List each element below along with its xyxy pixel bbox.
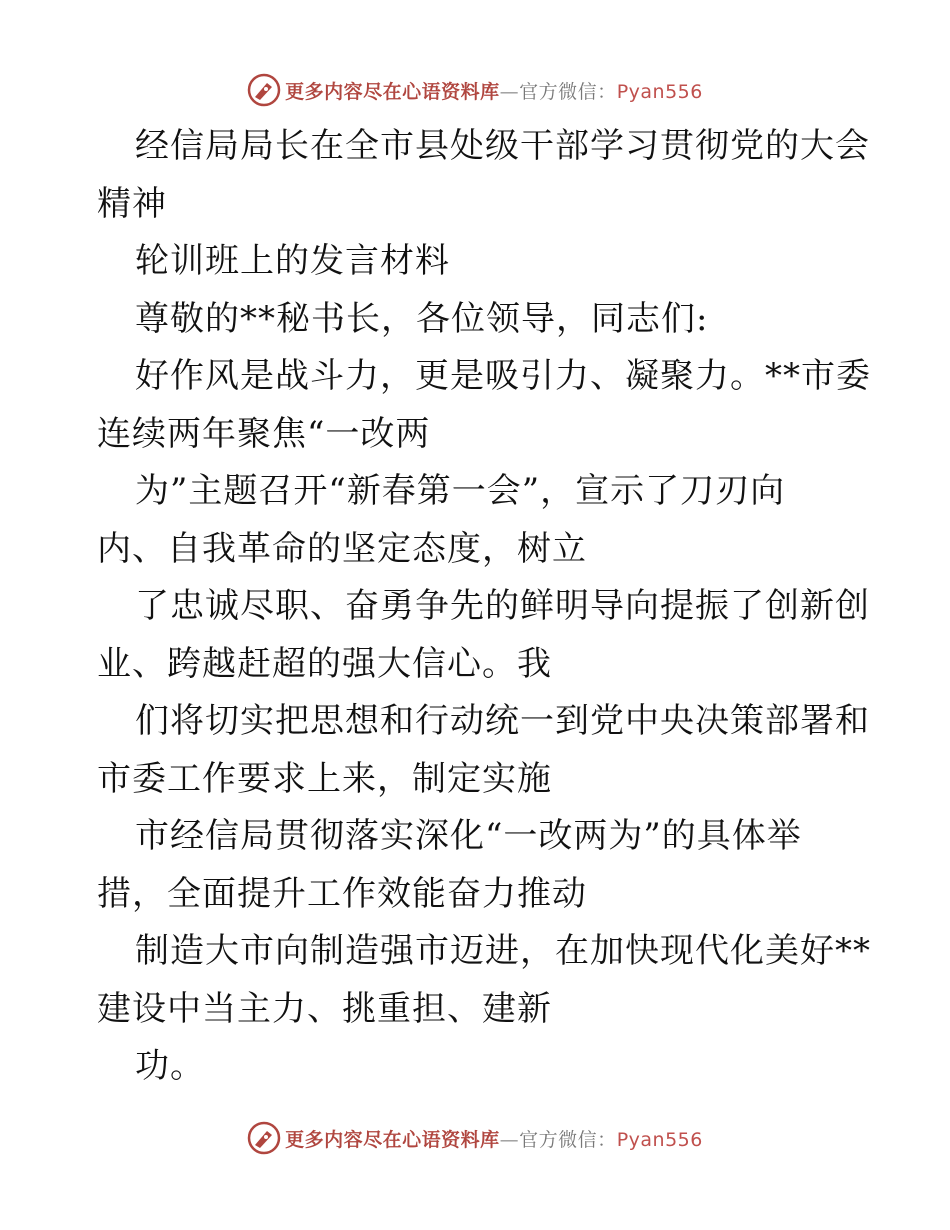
text-line: 内、自我革命的坚定态度，树立 (97, 528, 587, 569)
text-line: 为”主题召开“新春第一会”，宣示了刀刃向 (135, 471, 786, 511)
text-line: 了忠诚尽职、奋勇争先的鲜明导向提振了创新创 (135, 586, 870, 626)
pen-nib-logo-icon (247, 1121, 281, 1155)
document-body (97, 118, 871, 1096)
pen-nib-logo-icon (247, 73, 281, 107)
footer-banner (0, 1120, 950, 1156)
text-line: 市经信局贯彻落实深化“一改两为”的具体举 (135, 816, 802, 856)
text-line: 好作风是战斗力，更是吸引力、凝聚力。**市委 (135, 356, 871, 396)
text-line: 制造大市向制造强市迈进，在加快现代化美好** (135, 931, 871, 971)
text-line: 市委工作要求上来，制定实施 (97, 758, 552, 799)
banner-text: 更多内容尽在心语资料库—官方微信：Pyan556 (285, 1128, 703, 1151)
banner-text: 更多内容尽在心语资料库—官方微信：Pyan556 (285, 80, 703, 103)
text-line: 精神 (97, 183, 167, 224)
text-line: 连续两年聚焦“一改两 (97, 413, 431, 454)
text-line: 措，全面提升工作效能奋力推动 (97, 873, 587, 914)
header-banner (0, 72, 950, 108)
text-line: 尊敬的**秘书长，各位领导，同志们: (135, 298, 709, 339)
text-line: 们将切实把思想和行动统一到党中央决策部署和 (135, 701, 870, 741)
text-line: 功。 (135, 1046, 205, 1086)
text-line: 经信局局长在全市县处级干部学习贯彻党的大会 (135, 126, 870, 166)
text-line: 业、跨越赶超的强大信心。我 (97, 643, 552, 684)
text-line: 建设中当主力、挑重担、建新 (97, 988, 552, 1029)
text-line: 轮训班上的发言材料 (135, 241, 450, 281)
